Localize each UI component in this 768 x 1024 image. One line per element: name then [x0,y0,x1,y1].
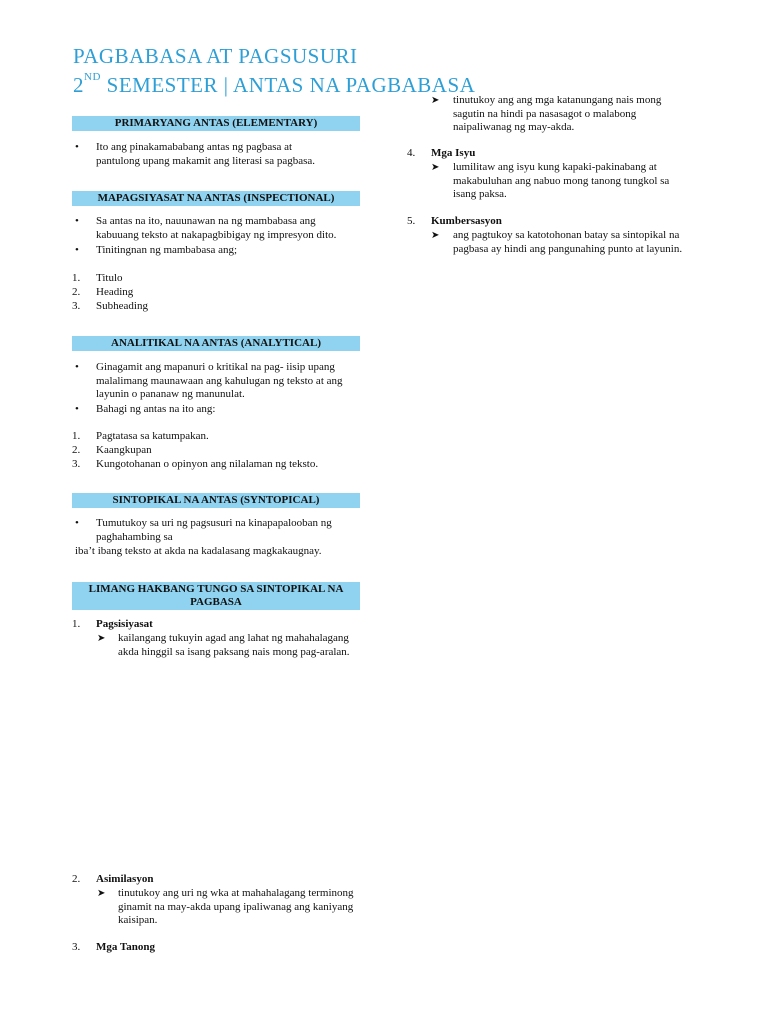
inspectional-item-3: Subheading [96,300,148,312]
syntopical-bullet-line-2: iba’t ibang teksto at akda na kadalasang magkakaugnay. [75,545,322,557]
inspectional-bullet-1: Sa antas na ito, nauunawan na ng mambabasa ang kabuuang teksto at nakapagbibigay ng impresyon dito. [96,215,337,241]
step-3-title: Mga Tanong [96,941,155,953]
inspectional-item-1: Titulo [96,272,123,284]
analytical-item-1: Pagtatasa sa katumpakan. [96,430,209,442]
step-2-text: tinutukoy ang uri ng wka at mahahalagang terminong ginamit na may-akda upang ipaliwanag ang kaniyang kaisipan. [118,887,354,926]
step-1-text: kailangang tukuyin agad ang lahat ng mahahalagang akda hinggil sa isang paksang nais mong pag-aralan. [118,632,350,658]
step-3-text: tinutukoy ang ang mga katanungang nais mong sagutin na hindi pa nasasagot o malabong naipaliwanag ng may-akda. [453,94,662,133]
inspectional-item-2: Heading [96,286,134,298]
analytical-bullet-1: Ginagamit ang mapanuri o kritikal na pag- iisip upang malalimang maunawaan ang kahulugan ng teksto at ang layunin o pananaw ng manunulat. [96,361,343,400]
syntopical-bullet-line-1: Tumutukoy sa uri ng pagsusuri na kinapapalooban ng paghahambing sa [96,517,332,543]
step-number: 3. [72,941,81,953]
arrow-bullet-icon: ➤ [97,633,106,644]
arrow-bullet-icon: ➤ [431,230,440,241]
section-header-analytical: ANALITIKAL NA ANTAS (ANALYTICAL) [72,336,360,351]
analytical-bullet-2: Bahagi ng antas na ito ang: [96,403,216,415]
step-4-title: Mga Isyu [431,147,476,159]
bullet-icon: • [75,244,79,256]
step-2-title: Asimilasyon [96,873,154,885]
bullet-icon: • [75,517,79,529]
arrow-bullet-icon: ➤ [431,162,440,173]
list-number: 3. [72,300,81,312]
bullet-icon: • [75,403,79,415]
list-number: 2. [72,286,81,298]
bullet-icon: • [75,141,79,153]
section-header-primary: PRIMARYANG ANTAS (ELEMENTARY) [72,116,360,131]
primary-bullet-text: Ito ang pinakamababang antas ng pagbasa at pantulong upang makamit ang literasi sa pagbasa. [96,141,316,167]
section-header-syntopical: SINTOPIKAL NA ANTAS (SYNTOPICAL) [72,493,360,508]
inspectional-bullet-2: Tinitingnan ng mambabasa ang; [96,244,238,256]
step-5-text: ang pagtukoy sa katotohonan batay sa sintopikal na pagbasa ay hindi ang pangunahing punto at layunin. [453,229,683,255]
analytical-item-2: Kaangkupan [96,444,152,456]
step-4-text: lumilitaw ang isyu kung kapaki-pakinabang at makabuluhan ang nabuo mong tanong tungkol sa isang paksa. [453,161,670,200]
subtitle-number: 2 [73,73,84,97]
list-number: 2. [72,444,81,456]
page-subtitle [73,69,475,97]
bullet-icon: • [75,361,79,373]
bullet-icon: • [75,215,79,227]
arrow-bullet-icon: ➤ [431,95,440,106]
page-title: PAGBABASA AT PAGSUSURI [73,44,358,68]
list-number: 3. [72,458,81,470]
list-number: 1. [72,430,81,442]
step-5-title: Kumbersasyon [431,215,502,227]
subtitle-text: SEMESTER | ANTAS NA PAGBABASA [100,73,476,97]
list-number: 1. [72,272,81,284]
step-number: 4. [407,147,416,159]
step-number: 1. [72,618,81,630]
step-number: 2. [72,873,81,885]
step-1-title: Pagsisiyasat [96,618,153,630]
section-header-inspectional: MAPAGSIYASAT NA ANTAS (INSPECTIONAL) [72,191,360,206]
section-header-steps: LIMANG HAKBANG TUNGO SA SINTOPIKAL NA PAGBASA [72,582,360,610]
subtitle-superscript: ND [84,71,101,83]
analytical-item-3: Kungotohanan o opinyon ang nilalaman ng teksto. [96,458,319,470]
arrow-bullet-icon: ➤ [97,888,106,899]
step-number: 5. [407,215,416,227]
